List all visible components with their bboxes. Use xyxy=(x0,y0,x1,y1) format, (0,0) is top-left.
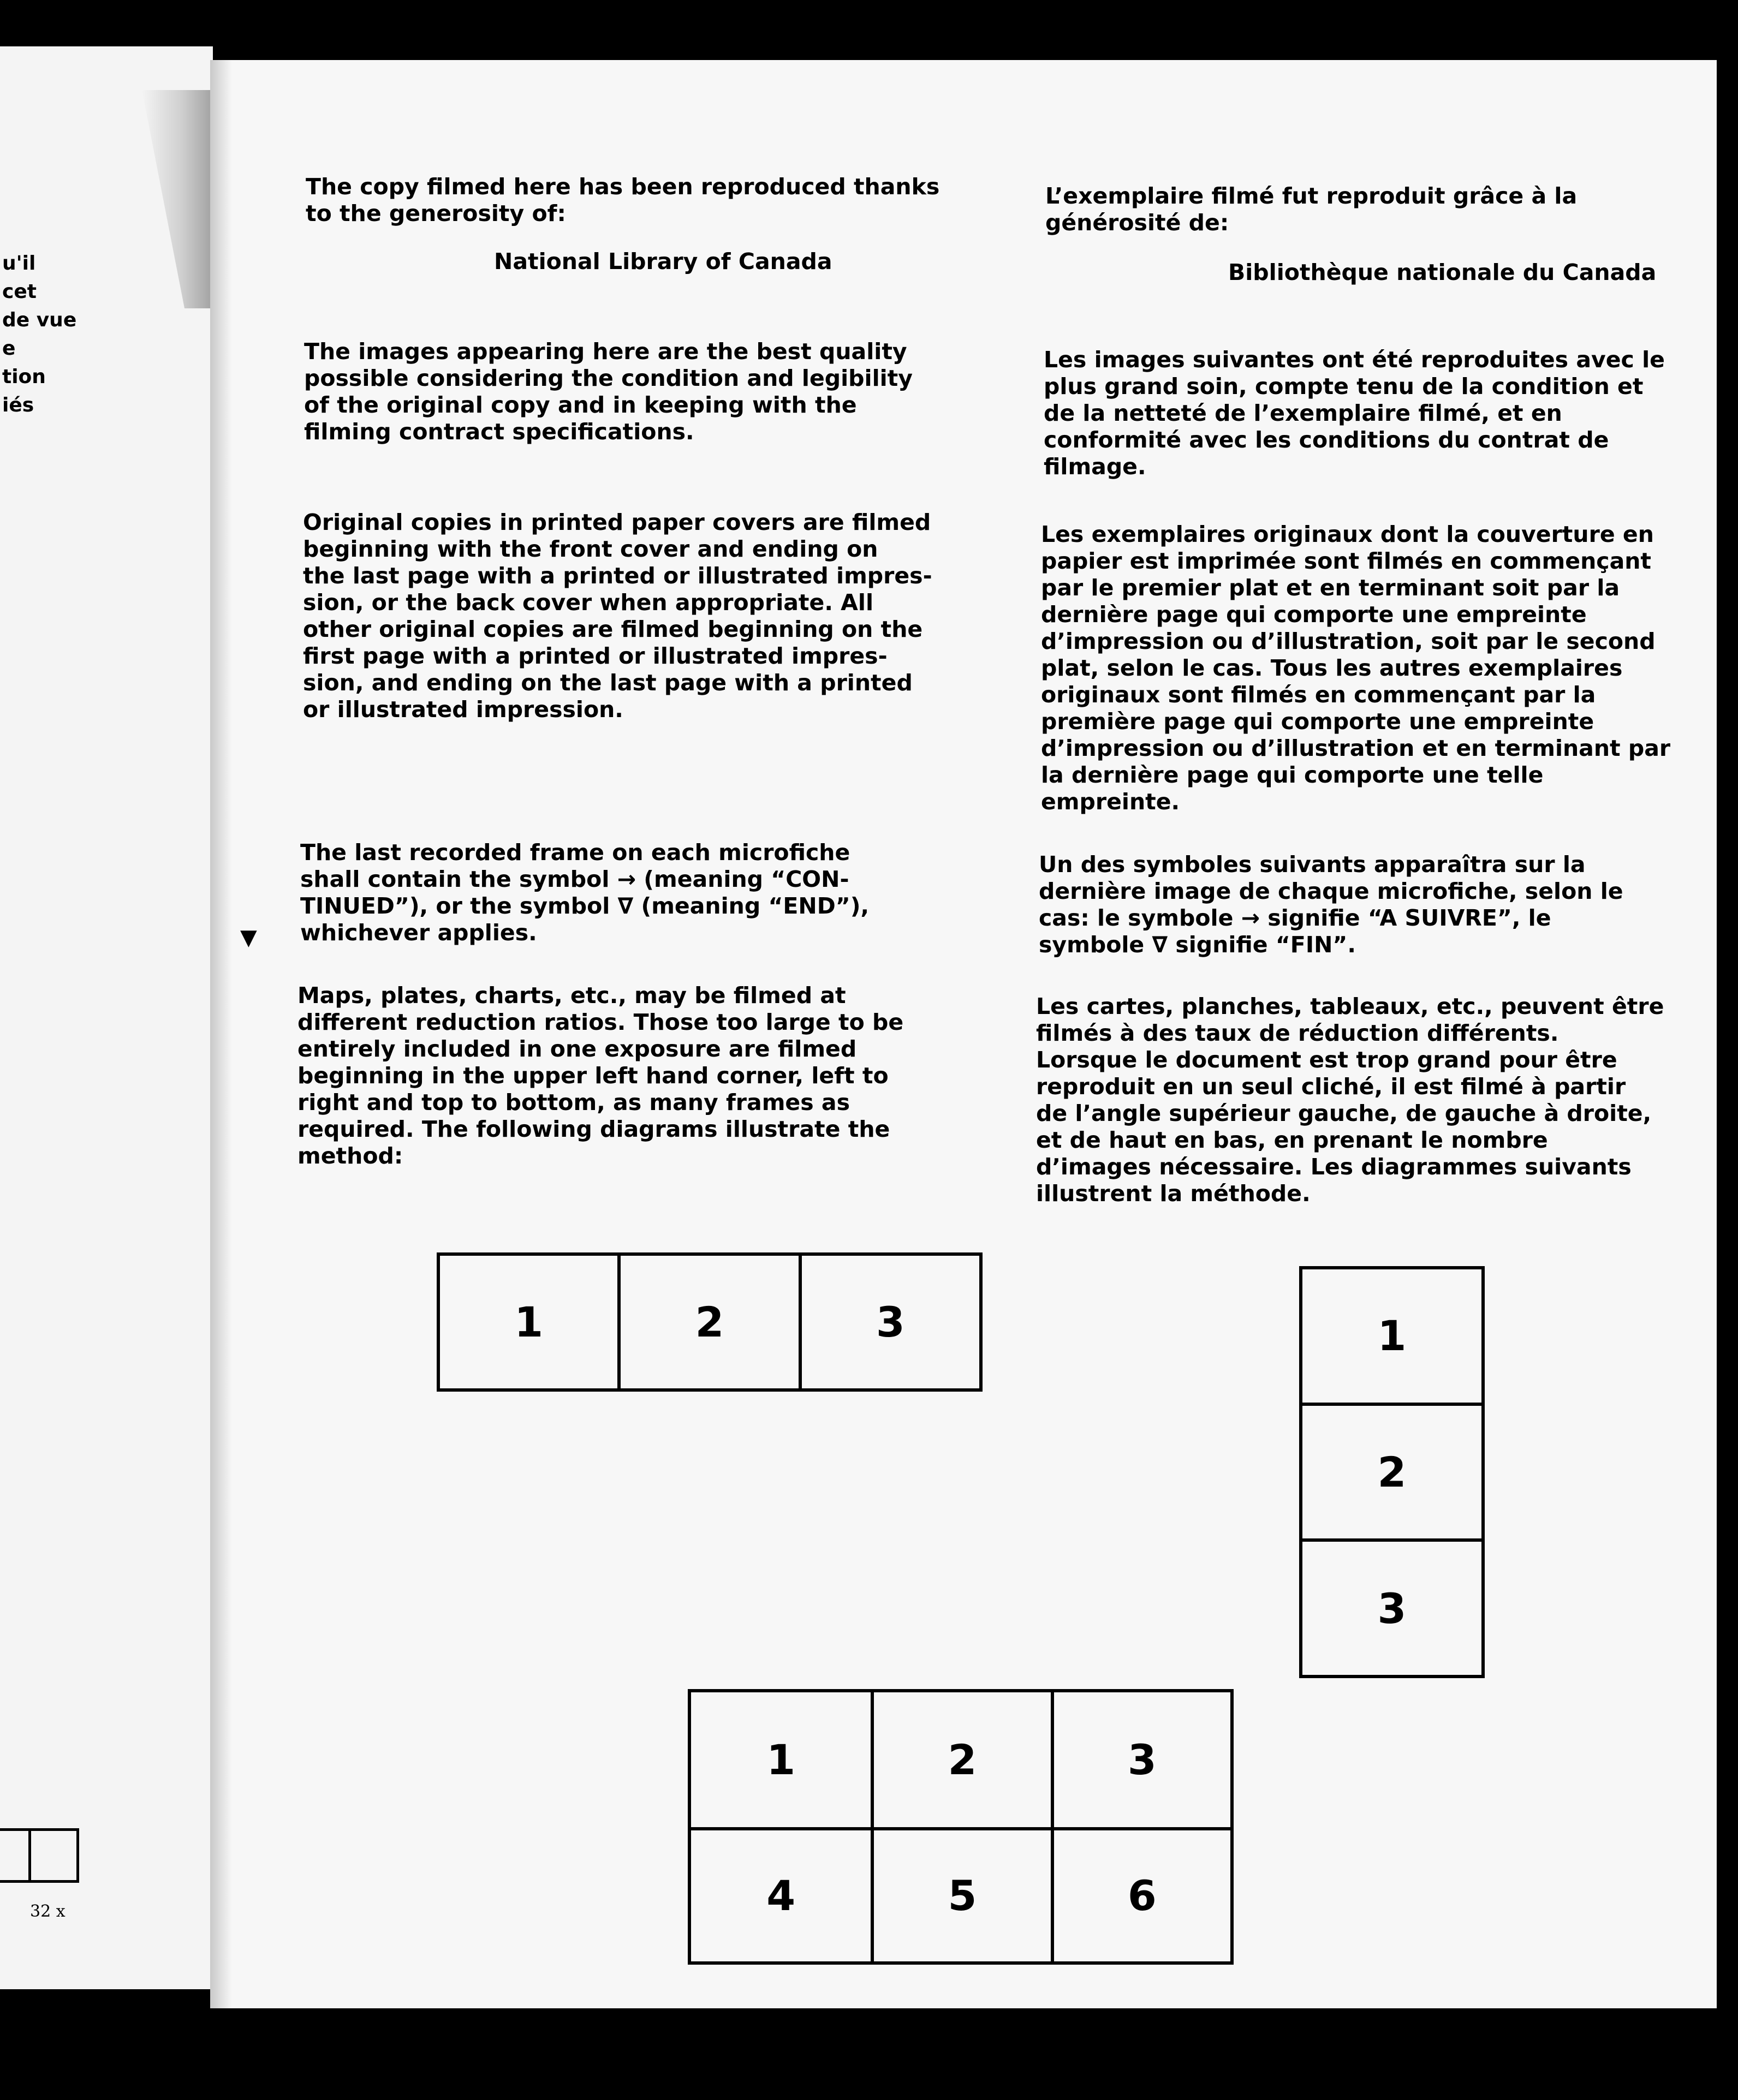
left-text-fragment: e xyxy=(2,337,16,360)
frame-cell: 2 xyxy=(617,1256,798,1388)
frame-cell: 5 xyxy=(871,1827,1050,1962)
frame-cell: 3 xyxy=(799,1256,979,1388)
left-text-fragment: iés xyxy=(2,394,34,416)
french-maps-paragraph: Les cartes, planches, tableaux, etc., peuvent être filmés à des taux de réduction différents. Lorsque le document est trop grand pour être reproduit en un seul cliché, il est filmé à partir de l’angle supérieur gauche, de gauche à droite, et de haut en bas, en prenant le nombre d’images nécessaire. Les diagrammes suivants illustrent la méthode. xyxy=(1036,993,1664,1207)
horizontal-frame-diagram xyxy=(437,1252,983,1392)
french-credit-intro: L’exemplaire filmé fut reproduit grâce à la générosité de: xyxy=(1045,183,1578,236)
reduction-caption: 32 x xyxy=(30,1902,66,1921)
left-text-fragment: de vue xyxy=(2,309,77,331)
left-frame-diagram xyxy=(0,1828,79,1883)
frame-cell: 3 xyxy=(1302,1538,1481,1675)
english-credit-intro: The copy filmed here has been reproduced thanks to the generosity of: xyxy=(306,174,940,226)
frame-cell: 2 xyxy=(1302,1403,1481,1539)
main-page xyxy=(210,60,1717,2008)
vertical-frame-diagram xyxy=(1299,1266,1485,1678)
frame-cell: 1 xyxy=(1377,1311,1407,1361)
english-credit-name: National Library of Canada xyxy=(494,248,832,275)
margin-arrow-mark: ▼ xyxy=(240,925,257,950)
french-quality-paragraph: Les images suivantes ont été reproduites avec le plus grand soin, compte tenu de la condition et de la netteté de l’exemplaire filmé, et en conformité avec les conditions du contrat de filmage. xyxy=(1044,347,1665,480)
frame-cell: 3 xyxy=(1051,1692,1230,1827)
french-covers-paragraph: Les exemplaires originaux dont la couverture en papier est imprimée sont filmés en commençant par le premier plat et en terminant soit par la dernière page qui comporte une empreinte d’impression ou d’illustration, soit par le second plat, selon le cas. Tous les autres exemplaires originaux sont filmés en commençant par la première page qui comporte une empreinte d’impression ou d’illustration et en terminant par la dernière page qui comporte une telle empreinte. xyxy=(1041,521,1671,815)
left-text-fragment: cet xyxy=(2,281,37,303)
left-page-fragment xyxy=(0,46,213,1989)
french-symbols-paragraph: Un des symboles suivants apparaîtra sur la dernière image de chaque microfiche, selon le cas: le symbole → signifie “A SUIVRE”, le symbole ∇ signifie “FIN”. xyxy=(1039,851,1623,958)
frame-cell: 6 xyxy=(1051,1827,1230,1962)
frame-cell: 4 xyxy=(691,1827,871,1962)
frame-cell: 1 xyxy=(514,1298,544,1346)
english-quality-paragraph: The images appearing here are the best quality possible considering the condition and legibility of the original copy and in keeping with the filming contract specifications. xyxy=(304,338,913,445)
english-covers-paragraph: Original copies in printed paper covers are filmed beginning with the front cover and ending on the last page with a printed or illustrated impres- sion, or the back cover when appropriate. All other original copies are filmed beginning on the first page with a printed or illustrated impres- sion, and ending on the last page with a printed or illustrated impression. xyxy=(303,509,932,723)
grid-frame-diagram xyxy=(688,1689,1234,1965)
frame-cell: 1 xyxy=(766,1735,796,1784)
left-text-fragment: u'il xyxy=(2,252,36,275)
french-credit-name: Bibliothèque nationale du Canada xyxy=(1228,259,1657,285)
page-crease-shadow xyxy=(142,90,213,308)
page-edge-shadow xyxy=(210,60,232,2008)
frame-cell: 2 xyxy=(871,1692,1050,1827)
english-symbols-paragraph: The last recorded frame on each microfiche shall contain the symbol → (meaning “CON- TINUED”), or the symbol ∇ (meaning “END”), whichever applies. xyxy=(300,839,870,946)
english-maps-paragraph: Maps, plates, charts, etc., may be filmed at different reduction ratios. Those too large to be entirely included in one exposure are filmed beginning in the upper left hand corner, left to right and top to bottom, as many frames as required. The following diagrams illustrate the method: xyxy=(297,982,904,1169)
left-text-fragment: tion xyxy=(2,366,46,388)
